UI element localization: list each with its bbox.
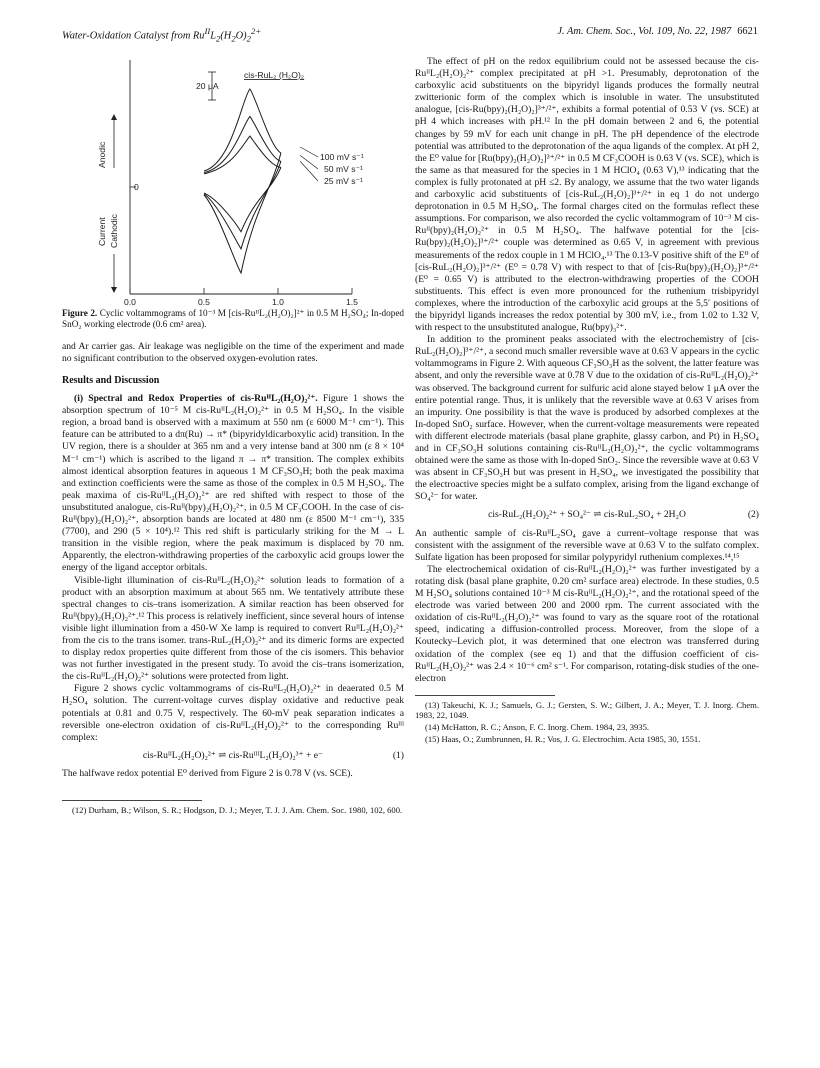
anodic-label: Anodic [97,141,107,168]
cv-plot [62,56,404,306]
x-ticks [124,288,358,306]
equation-2 [415,509,759,521]
scan-rate-100: 100 mV s⁻¹ [320,152,364,162]
left-footnotes [62,800,404,816]
cv-curves [204,89,318,273]
scan-rate-25: 25 mV s⁻¹ [324,176,363,186]
x-tick-label: 1.0 [272,297,284,306]
page-number: 6621 [737,26,758,37]
cathodic-arrowhead [111,287,117,293]
equation-2-number: (2) [747,509,759,521]
scan-rate-leader [300,147,318,157]
paragraph-spectral-text: Figure 1 shows the absorption spectrum of 10⁻⁵ M cis-RuᴵᴵL₂(H₂O)₂²⁺ in 0.5 M H₂SO₄. In the visible region, a broad band is observed with a maximum at 550 nm (ε 6000 M⁻¹ cm⁻¹). This feature can be attributed to a dπ(Ru) → π* (bipyridyldicarboxylic acid) transition. In the UV region, there is a shoulder at 365 nm and a very intense band at 300 nm (ε 8 × 10⁴ M⁻¹ cm⁻¹) which is ascribed to the ligand π → π* transition. The complex exhibits almost identical absorption features in aqueous 1 M CF₃SO₃H; both the peak maxima and extinction coefficients were the same as those of the complex in 0.5 M H₂SO₄. The peak maxima of cis-RuᴵᴵL₂(H₂O)₂²⁺ are red shifted with respect to those of the unsubstituted analogue, cis-Ruᴵᴵ(bpy)₂(H₂O)₂²⁺, in 0.5 M CF₃COOH. In the case of cis-Ruᴵᴵ(bpy)₂(H₂O)₂²⁺, absorption bands are located at 480 nm (ε 8500 M⁻¹ cm⁻¹), 335 (7700), and 290 (5 × 10⁴).¹² This red shift is particularly striking for the M → L transition in the visible region, where the peak maximum is displaced by 70 nm. Apparently, the electron-withdrawing properties of the carboxylic acid groups lower the energy of the ligand acceptor orbitals. [62,393,405,574]
running-head-left: Water-Oxidation Catalyst from $Ru^{II}L_2(H_2O)_2^{2+}$ [62,26,262,44]
footnote-14: (14) McHatton, R. C.; Anson, F. C. Inorg. Chem. 1984, 23, 3935. [425,721,650,732]
scale-label: 20 μA [196,81,219,91]
cv-curve-fwd-3 [204,136,281,174]
paragraph-illumination: Visible-light illumination of cis-RuᴵᴵL₂(H₂O)₂²⁺ solution leads to formation of a product with an absorption maximum at about 565 nm. We tentatively attribute these spectral changes to cis–trans isomerization. A similar reaction has been observed for Ruᴵᴵ(bpy)₂(H₂O)₂²⁺.¹² This process is relatively inefficient, since several hours of intense visible light illumination from a 450-W Xe lamp is required to convert RuᴵᴵL₂(H₂O)₂²⁺ from the cis to the trans isomer. trans-RuL₂(H₂O)₂²⁺ and its dimeric forms are expected to display redox properties quite different from those of the cis isomers. This behavior was not further investigated in the present study. To avoid the cis–trans isomerization, the cis-RuᴵᴵL₂(H₂O)₂²⁺ solutions were protected from light. [62,574,404,683]
anodic-arrowhead [111,114,117,120]
figure-2 [62,56,404,306]
cathodic-label: Cathodic [109,214,119,248]
running-head-right [557,26,758,37]
paragraph-ph-effect: The effect of pH on the redox equilibrium could not be assessed because the cis-RuᴵᴵL₂(H₂O)₂²⁺ complex precipitated at pH >1. Presumably, deprotonation of the carboxylic acid substituents on the bipyridyl ligands produces the formally neutral zwitterionic form of the complex which is insoluble in water. The unsubstituted analogue, [cis-Ru(bpy)₂(H₂O)₂]³⁺/²⁺, exhibits a formal potential of 0.53 V (vs. SCE) at pH 4 which increases with pH.¹² In the pH domain between 2 and 6, the potential changes by 59 mV for each unit change in pH. The pH dependence of the electrode potential was attributed to the deprotonation of the aqua ligands of the complex. At pH 2, the E⁰ value for [Ru(bpy)₂(H₂O)₂]³⁺/²⁺ in 0.5 M CF₃COOH is 0.63 V (vs. SCE), which is the same as that measured for the species in 1 M HClO₄ (0.63 V),¹³ indicating that the complex is fully protonated at pH ≤2. By analogy, we assume that the two water ligands and carboxylic acid substituents of [cis-RuL₂(H₂O)₂]³⁺/²⁺ in eq 1 do not undergo deprotonation in 0.5 M H₂SO₄. The formal charges cited on the formulas reflect these assumptions. For comparison, we also recorded the cyclic voltammogram of 10⁻³ M cis-Ruᴵᴵ(bpy)₂(H₂O)₂²⁺ in 0.5 M H₂SO₄. The halfwave potential for the [cis-Ru(bpy)₂(H₂O)₂]³⁺/²⁺ couple was determined as 0.65 V, in agreement with previous measurements of the redox couple in 1 M HClO₄.¹³ The 0.13-V positive shift of the E⁰ of [cis-RuL₂(H₂O)₂]³⁺/²⁺ (E⁰ = 0.78 V) with respect to that of [cis-Ru(bpy)₂(H₂O)₂]³⁺/²⁺ (E⁰ = 0.65 V) is attributed to the electron-withdrawing properties of the COOH substituents. This effect is even more pronounced for the ruthenium trisbipyridyl complexes, where the introduction of the carboxylic acid groups at the 5,5′ positions of the bipyridyl ligands increases the redox potential by 300 mV, i.e., from 1.02 to 1.32 V, with respect to the unsubstituted analogue, Ru(bpy)₃²⁺. [415,56,759,334]
caption-label: Figure 2. [62,308,98,318]
footnote-15: (15) Haas, O.; Zumbrunnen, H. R.; Vos, J. G. Electrochim. Acta 1985, 30, 1551. [425,733,701,744]
cv-curve-rev-3 [204,167,281,231]
figure-caption [62,308,404,331]
right-footnotes [415,695,759,744]
x-tick-label: 0.5 [198,297,210,306]
subsection-heading: (i) Spectral and Redox Properties of cis-RuᴵᴵL₂(H₂O)₂²⁺. [74,393,318,405]
paragraph-second-wave: In addition to the prominent peaks associated with the electrochemistry of [cis-RuL₂(H₂O)₂]³⁺/²⁺, a second much smaller reversible wave at 0.63 V appears in the cyclic voltammograms in Figure 2. With aqueous CF₃SO₃H as the solvent, the latter feature was absent, and only the reversible wave at 0.78 V due to the oxidation of cis-RuᴵᴵL₂(H₂O)₂²⁺ was observed. The background current for sulfuric acid alone stayed below 1 μA over the entire potential range. Thus, it is unlikely that the reversible wave at 0.63 V arises from an impurity. One possibility is that the wave is produced by adsorbed complexes at the In-doped SnO₂ surface. However, when the current-voltage measurements were repeated with different electrode materials (basal plane graphite, glassy carbon, and Pt) in H₂SO₄ and in CF₃SO₃H solutions containing cis-RuᴵᴵL₂(H₂O)₂²⁺, the cyclic voltammograms obtained were the same as those with In-doped SnO₂. Since the reversible wave at 0.63 V was absent in CF₃SO₃H but was present in H₂SO₄, we investigated the possibility that the electroactive species might be a sulfato complex, arising from the ligand exchange of SO₄²⁻ for water. [415,334,759,503]
footnote-12: (12) Durham, B.; Wilson, S. R.; Hodgson, D. J.; Meyer, T. J. J. Am. Chem. Soc. 1980, 102, 600. [72,805,403,815]
zero-label: 0 [134,182,139,192]
paragraph-continued: and Ar carrier gas. Air leakage was negligible on the time of the experiment and made no significant contribution to the observed oxygen-evolution rates. [62,340,404,364]
cv-curve-rev-2 [204,161,281,249]
paragraph-rotating-disk: The electrochemical oxidation of cis-RuᴵᴵL₂(H₂O)₂²⁺ was further investigated by a rotating disk (basal plane graphite, 0.20 cm² surface area) electrode. In these studies, 0.5 M H₂SO₄ solutions contained 10⁻³ M cis-RuᴵᴵL₂(H₂O)₂²⁺, and the rotational speed of the electrode was varied between 200 and 2000 rpm. The current associated with the oxidation of cis-RuᴵᴵL₂(H₂O)₂²⁺ was found to vary as the square root of the rotational speed, indicating a diffusion-controlled process. Moreover, from the slope of a Koutecky–Levich plot, it was determined that one electron was transferred during oxidation of the complex (see eq 1) and that the diffusion coefficient of cis-RuᴵᴵL₂(H₂O)₂²⁺ was 2.4 × 10⁻⁶ cm² s⁻¹. For comparison, rotating-disk studies of the one-electron [415,563,759,684]
paragraph-sulfato: An authentic sample of cis-RuᴵᴵL₂SO₄ gave a current–voltage response that was consistent with the assignment of the reversible wave at 0.63 V to the sulfato complex. Sulfate ligation has been proposed for similar polypyridyl ruthenium complexes.¹⁴,¹⁵ [415,527,759,563]
journal-citation: J. Am. Chem. Soc., Vol. 109, No. 22, 1987 [557,26,732,37]
footnote-13: (13) Takeuchi, K. J.; Samuels, G. J.; Gersten, S. W.; Gilbert, J. A.; Meyer, T. J. Inorg. Chem. 1983, 22, 1049. [415,699,759,721]
equation-2-body: cis-RuL₂(H₂O)₂²⁺ + SO₄²⁻ ⇌ cis-RuL₂SO₄ + 2H₂O [488,509,686,521]
equation-1 [62,750,404,762]
equation-1-body: cis-RuᴵᴵL₂(H₂O)₂²⁺ ⇌ cis-RuᴵᴵᴵL₂(H₂O)₂³⁺ + e⁻ [142,749,324,761]
section-heading: Results and Discussion [62,375,160,386]
scan-rate-leader [300,155,318,169]
x-tick-label: 1.5 [346,297,358,306]
paragraph-spectral [62,393,404,574]
left-column [62,56,404,817]
cv-curve-rev-1 [204,153,281,273]
equation-1-number: (1) [392,749,404,761]
scan-rate-leader [300,161,318,181]
caption-text: Cyclic voltammograms of 10⁻³ M [cis-RuᴵᴵL₂(H₂O)₂]²⁺ in 0.5 M H₂SO₄; In-doped SnO₂ working electrode (0.6 cm² area). [62,308,405,330]
y-axis-label: Current [97,217,107,246]
x-tick-label: 0.0 [124,297,136,306]
running-head [62,26,758,42]
footnote-rule [415,695,555,696]
right-column [415,56,759,745]
species-label: cis-RuL₂ (H₂O)₂ [244,70,305,80]
paragraph-halfwave: The halfwave redox potential E⁰ derived from Figure 2 is 0.78 V (vs. SCE). [62,767,353,779]
paragraph-figure2: Figure 2 shows cyclic voltammograms of cis-RuᴵᴵL₂(H₂O)₂²⁺ in deaerated 0.5 M H₂SO₄ solution. The current-voltage curves display oxidative and reductive peak potentials at 0.81 and 0.75 V, respectively. The 60-mV peak separation indicates a reversible one-electron oxidation of cis-RuᴵᴵL₂(H₂O)₂²⁺ to the corresponding Ruᴵᴵᴵ complex: [62,683,404,743]
scan-rate-50: 50 mV s⁻¹ [324,164,363,174]
footnote-rule [62,800,202,801]
